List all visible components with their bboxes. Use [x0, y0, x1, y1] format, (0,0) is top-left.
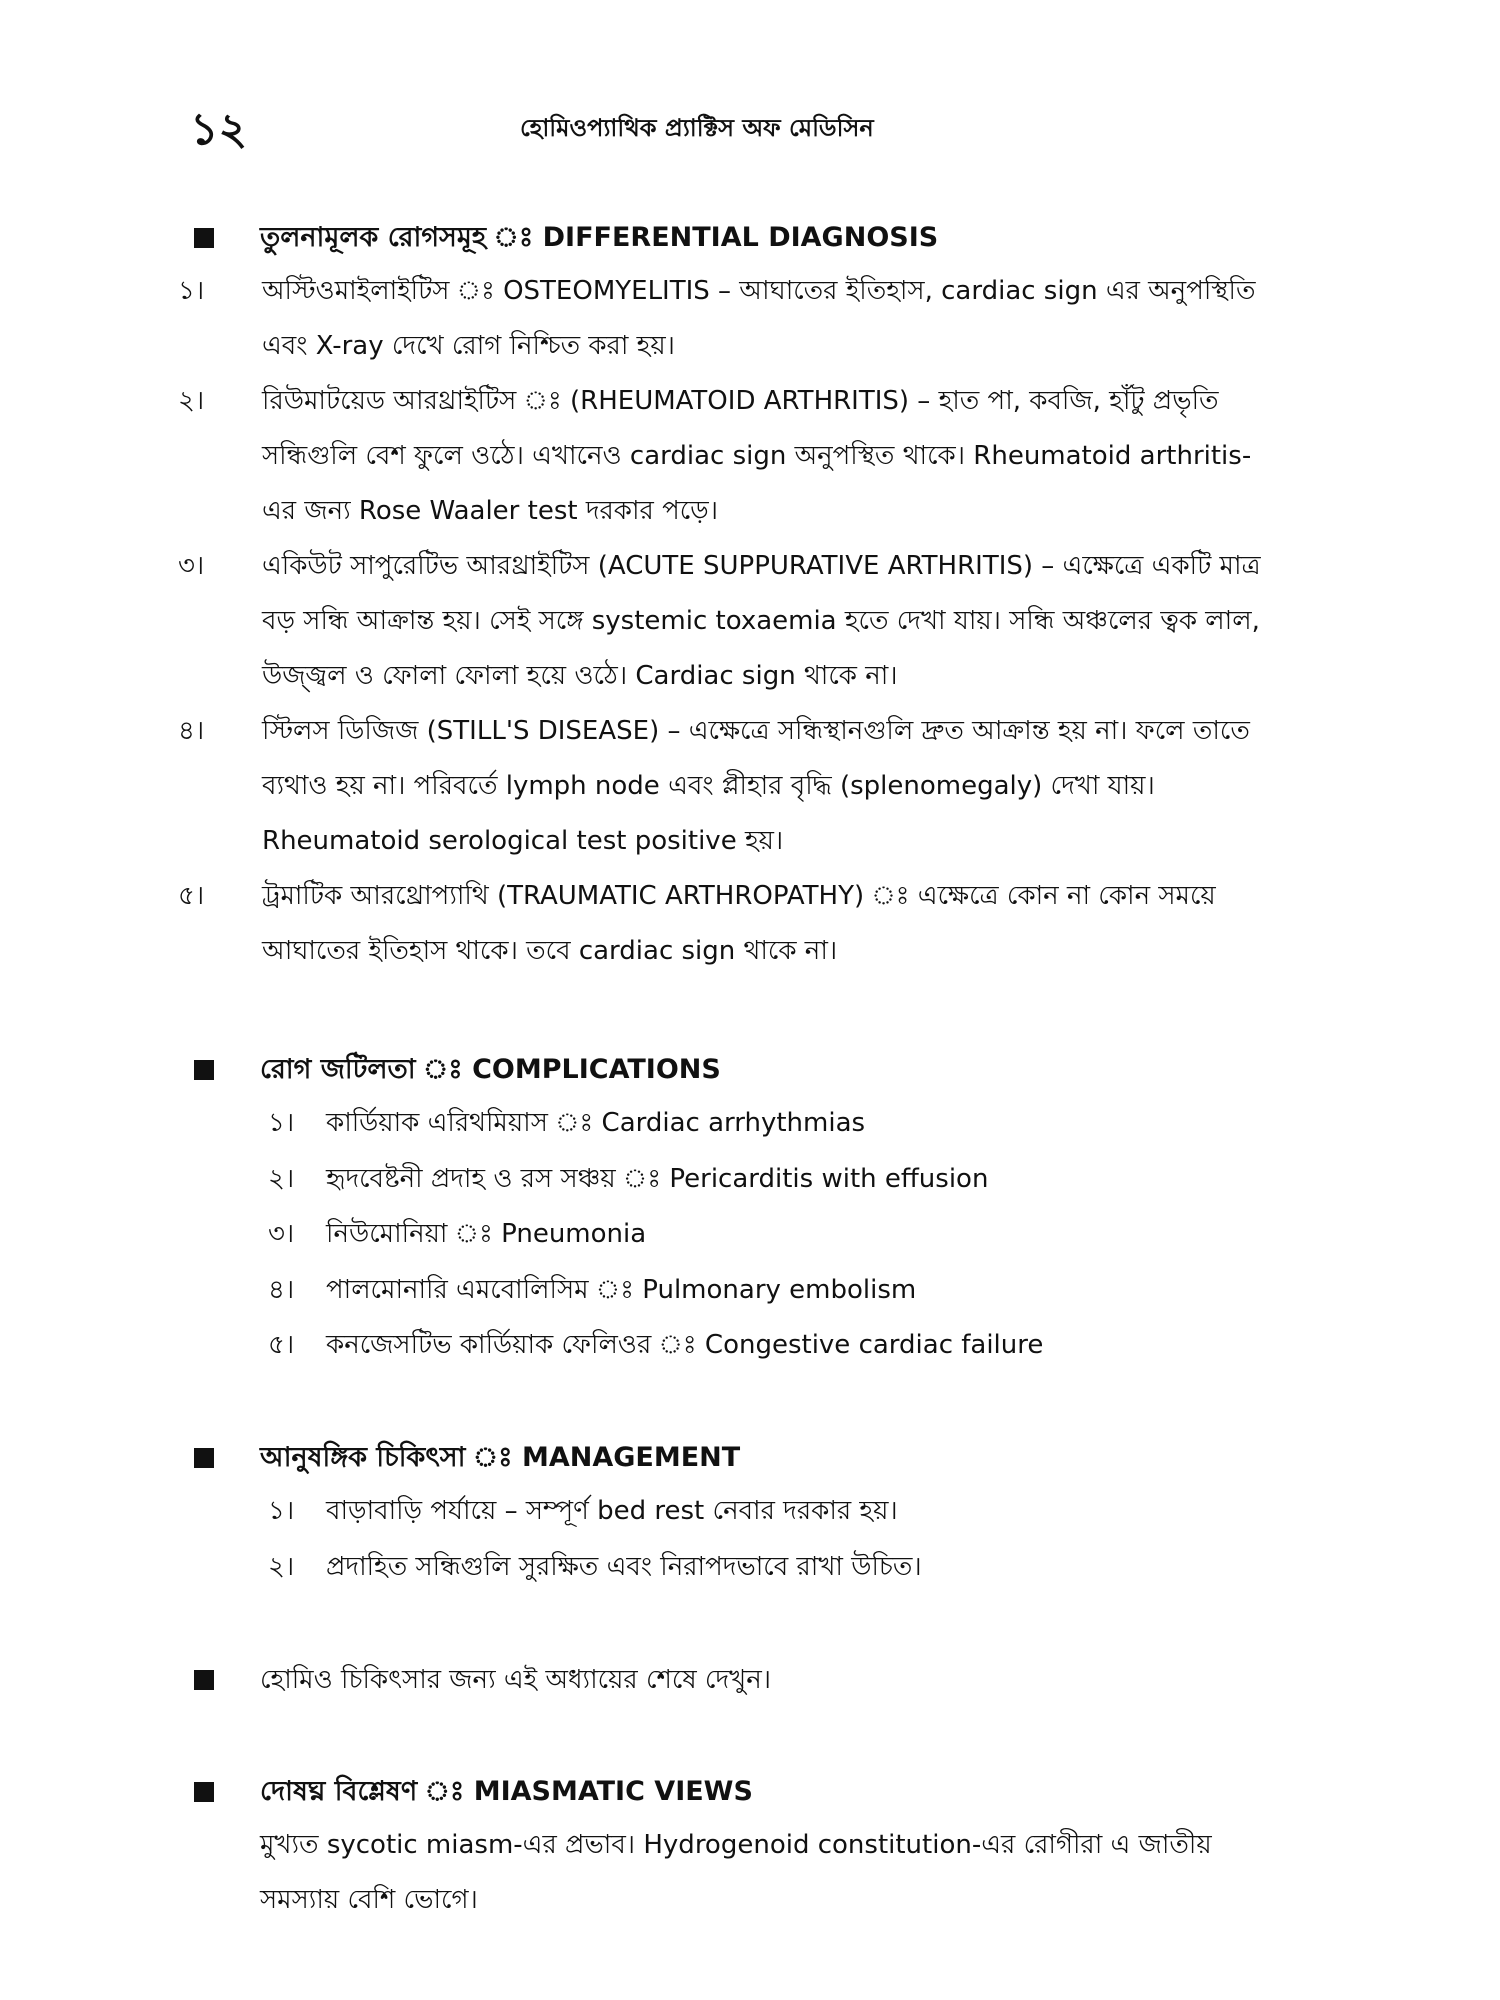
square-bullet-icon: [194, 1448, 214, 1468]
item-text: স্টিলস ডিজিজ (STILL'S DISEASE) – এক্ষেত্রে সন্ধিস্থানগুলি দ্রুত আক্রান্ত হয় না। ফলে তাতে ব্যথাও হয় না। পরিবর্তে lymph node এবং প্লীহার বৃদ্ধি (splenomegaly) দেখা যায়। Rheumatoid serological test positive হয়।: [262, 716, 1250, 856]
item-number: ১।: [268, 1108, 295, 1138]
list-item: [200, 1540, 1300, 1596]
list-item: [178, 539, 1300, 704]
item-number: ৫।: [268, 1330, 295, 1360]
section-differential-diagnosis: [178, 212, 1300, 979]
item-text: নিউমোনিয়া ঃ Pneumonia: [326, 1219, 647, 1249]
page-number: ১২: [190, 104, 248, 155]
list-item: [200, 1152, 1300, 1208]
section-homeo-note: [200, 1654, 1300, 1706]
section-complications: [200, 1044, 1300, 1374]
item-text: পালমোনারি এমবোলিসিম ঃ Pulmonary embolism: [326, 1274, 917, 1305]
page-header: [0, 100, 1500, 160]
item-text: ট্রমাটিক আরথ্রোপ্যাথি (TRAUMATIC ARTHROPATHY) ঃ এক্ষেত্রে কোন না কোন সময়ে আঘাতের ইতিহাস থাকে। তবে cardiac sign থাকে না।: [262, 881, 1216, 966]
section-heading: দোষঘ্ন বিশ্লেষণ ঃ MIASMATIC VIEWS: [260, 1776, 753, 1807]
item-number: ৪।: [178, 716, 205, 746]
miasmatic-paragraph: মুখ্যত sycotic miasm-এর প্রভাব। Hydrogenoid constitution-এর রোগীরা এ জাতীয় সমস্যায় বেশি ভোগে।: [260, 1830, 1212, 1915]
square-bullet-icon: [194, 1670, 214, 1690]
section-heading: আনুষঙ্গিক চিকিৎসা ঃ MANAGEMENT: [260, 1442, 741, 1473]
item-number: ৪।: [268, 1274, 295, 1305]
item-number: ১।: [178, 276, 205, 306]
list-item: [178, 264, 1300, 374]
homeo-note-text: হোমিও চিকিৎসার জন্য এই অধ্যায়ের শেষে দেখুন।: [260, 1665, 772, 1695]
list-item: [200, 1318, 1300, 1374]
item-number: ২।: [268, 1551, 295, 1582]
item-text: একিউট সাপুরেটিভ আরথ্রাইটিস (ACUTE SUPPURATIVE ARTHRITIS) – এক্ষেত্রে একটি মাত্র বড় সন্ধি আক্রান্ত হয়। সেই সঙ্গে systemic toxaemia হতে দেখা যায়। সন্ধি অঞ্চলের ত্বক লাল, উজ্জ্বল ও ফোলা ফোলা হয়ে ওঠে। Cardiac sign থাকে না।: [262, 551, 1261, 691]
section-management: [200, 1432, 1300, 1595]
item-number: ২।: [268, 1163, 295, 1194]
list-item: [178, 704, 1300, 869]
item-text: হৃদবেষ্টনী প্রদাহ ও রস সঞ্চয় ঃ Pericarditis with effusion: [326, 1163, 989, 1194]
list-item: [200, 1096, 1300, 1152]
item-text: বাড়াবাড়ি পর্যায়ে – সম্পূর্ণ bed rest নেবার দরকার হয়।: [326, 1496, 898, 1526]
item-text: অস্টিওমাইলাইটিস ঃ OSTEOMYELITIS – আঘাতের ইতিহাস, cardiac sign এর অনুপস্থিতি এবং X-ray দেখে রোগ নিশ্চিত করা হয়।: [262, 276, 1256, 361]
list-item: [200, 1484, 1300, 1540]
section-heading: তুলনামূলক রোগসমূহ ঃ DIFFERENTIAL DIAGNOSIS: [260, 222, 939, 253]
item-text: প্রদাহিত সন্ধিগুলি সুরক্ষিত এবং নিরাপদভাবে রাখা উচিত।: [326, 1551, 922, 1582]
item-number: ২।: [178, 386, 205, 416]
list-item: [200, 1207, 1300, 1263]
item-number: ৩।: [268, 1219, 295, 1249]
item-number: ১।: [268, 1496, 295, 1526]
item-text: রিউমাটয়েড আরথ্রাইটিস ঃ (RHEUMATOID ARTHRITIS) – হাত পা, কবজি, হাঁটু প্রভৃতি সন্ধিগুলি বেশ ফুলে ওঠে। এখানেও cardiac sign অনুপস্থিত থাকে। Rheumatoid arthritis-এর জন্য Rose Waaler test দরকার পড়ে।: [262, 386, 1252, 526]
list-item: [178, 869, 1300, 979]
square-bullet-icon: [194, 1782, 214, 1802]
section-heading: রোগ জটিলতা ঃ COMPLICATIONS: [260, 1054, 721, 1085]
square-bullet-icon: [194, 1060, 214, 1080]
item-number: ৩।: [178, 551, 205, 581]
list-item: [178, 374, 1300, 539]
item-number: ৫।: [178, 881, 205, 911]
item-text: কনজেসটিভ কার্ডিয়াক ফেলিওর ঃ Congestive cardiac failure: [326, 1330, 1044, 1360]
list-item: [200, 1263, 1300, 1319]
section-miasmatic-views: [200, 1766, 1300, 1928]
square-bullet-icon: [194, 228, 214, 248]
item-text: কার্ডিয়াক এরিথমিয়াস ঃ Cardiac arrhythmias: [326, 1108, 866, 1138]
running-title: হোমিওপ্যাথিক প্র্যাক্টিস অফ মেডিসিন: [520, 114, 874, 142]
